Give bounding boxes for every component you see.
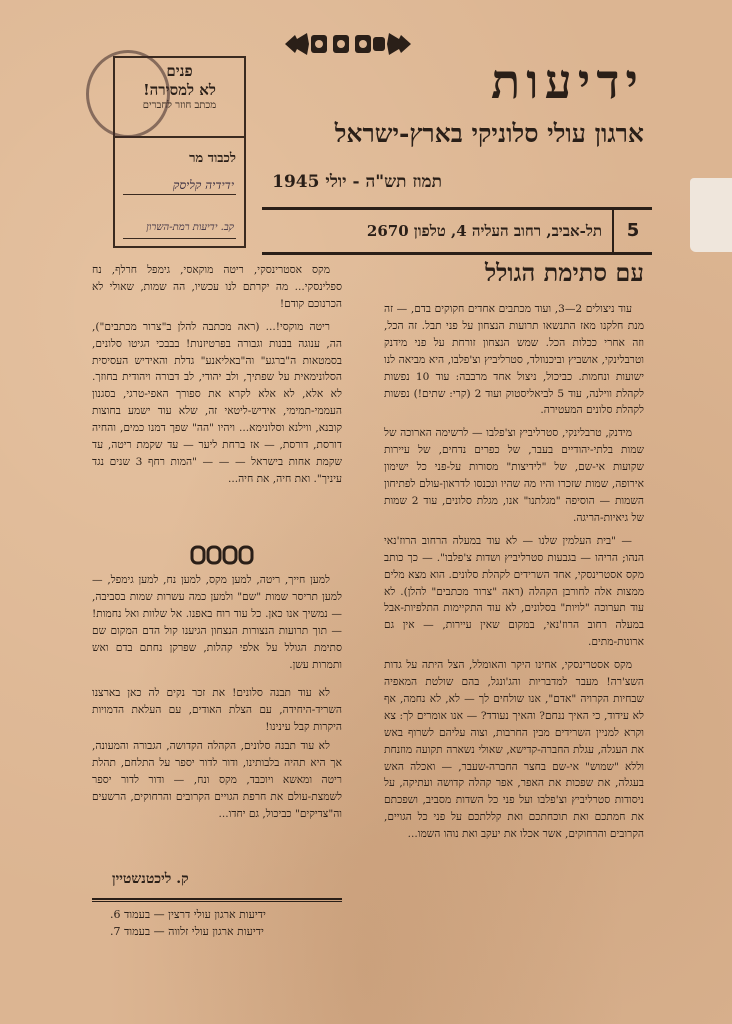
issue-number: 5 bbox=[612, 210, 652, 252]
recipient-name: ידידיה קליסק bbox=[172, 178, 234, 192]
article-headline: עם סתימת הגולל bbox=[484, 258, 644, 287]
paragraph: לא עוד תבנה סלונים, הקהלה הקדושה, הגבורה והמעונה, אך היא תהיה בלבותינו, ודור לדור יספר על התלחם, תהלת ריטה ומאשא ויוכבד, מקס ונח, — ודור לדור יספר לשמצת-עולם את חרפת הגויים הקרובים והרחוקים, הרשעים וה"צדיקים" כביכול, גם יחדו... bbox=[92, 740, 342, 820]
paragraph: עוד ניצולים 2—3, ועוד מכתבים אחדים חקוקים בדם, — זה מנת חלקנו מאז התנשאו תרועות הנצחון על פני תבל. זה הכל, וזה אחרי ככלות הכל. שמש הנצחון זורחת על פני מידנק וטרבלינקי, אושביץ וביכנוולד, סטרליביץ וצ'פלבו, היא מביאה לנו ישועות ונחמות. כביכול, ניצול אחד מרבבה: עוד 10 נפשות לקהלת ווילנה, עוד 5 לביאליסטוק ועוד 2 (קרי: שתים!) נפשות לקהלת סלונים המעטירה. bbox=[384, 303, 644, 417]
paper-tear bbox=[690, 178, 732, 252]
footer-note-1: ידיעות ארגון עולי דרצין — בעמוד 6. bbox=[110, 908, 266, 921]
footer-rule bbox=[92, 898, 342, 900]
postmark-stamp bbox=[86, 50, 170, 138]
not-for-delivery-label: לא למסירה! bbox=[143, 81, 216, 99]
recipient-line bbox=[123, 194, 236, 195]
paragraph: לא עוד תבנה סלונים! את זכר נקים לה כאן בארצנו השריד-היחידה, עם הצלת האודים, עם העלאת הדמויות היקרות קבל עינינו! bbox=[92, 687, 342, 733]
recipient-address-line bbox=[123, 238, 236, 239]
internal-label: פנים bbox=[166, 62, 193, 80]
paragraph: מקס אסטרינסקי, אחינו היקר והאומלל, הצל היתה על גדות השצ'רה! מעבר למדבריות והג'ונגל, בהם שולטת המאפיה שבחיות הקרויה "אדם", אנו שולחים לך — לא, לא נחמה, אף לא עידוד, כי האיך ננחם? והאיך נעודד? — אנו אומרים לך: צא וקרא למניין השרידים מבין החרבות, וצוה עליהם לשרוף באש את העגלה, עגלת החברה-קדישא, שאולי נשארה תקועה מוזנחת וללא "שמוש" אי-שם בחצר החברה-שעבר, — ואכלה האש בעגלה, את שפכות את האפר, אפר קהלה קדושה ועתיקה, על ניסודות סטרליביץ וצ'פלבו ועל פני כל השדות מסביב, ושפכתם את חמתכם ואת תוכחתכם ואת קללתכם על פני כל הגויים, הקרובים והרחוקים, אשר אכלו את יעקב ואת נוהו השמו... bbox=[384, 659, 644, 841]
article-left-column-3 bbox=[92, 685, 342, 742]
footer-note-2: ידיעות ארגון עולי זלווה — בעמוד 7. bbox=[110, 925, 264, 938]
issue-bar bbox=[262, 207, 652, 255]
publisher-address: תל-אביב, רחוב העליה 4, טלפון 2670 bbox=[366, 222, 602, 240]
article-left-column bbox=[92, 262, 342, 494]
issue-date: תמוז תש"ה - יולי 1945 bbox=[272, 172, 442, 192]
article-author: ק. ליכטנשטיין bbox=[112, 871, 189, 887]
paragraph: מקס אסטרינסקי, ריטה מוקאסי, גימפל חרלף, נח ספלינסקי... מה יקרתם לנו עכשיו, הה שמות, שאולי לא הכרנוכם קודם! bbox=[92, 264, 342, 310]
organization-name: ארגון עולי סלוניקי בארץ-ישראל bbox=[334, 119, 644, 148]
paragraph: ריטה מוקסי!... (ראה מכתבה להלן ב"צרור מכתבים"), הה, ענוגה בבנות וגבורה בפרטיזנות! בבבכי הגיטו סלונים, בסמטאות ה"ברגע" וה"באליאנע" גדלת והאידיש העסיסית הסלונימאית על שפתיך, ולב יהודי, לב דבורה ויהודית בחוזך. לא אלא, לא אלא לקרא את ספורך האפי-טרגי, בסגנון העממי-תמימי, אידיש-ליטאי זה, שלא עוד ישמע בחוצות קובנא, ווילנא וסלונימא... ויהיו "הה" שפך דמנו כמים, והחיה דורסת, דורסת, — אז ברחת ליער — עד שקמת ריטה, עד שקמת אחות בישראל — — — "המות רחף 3 שנים נגד עיניך". ואת חיה, את חיה... bbox=[92, 320, 342, 485]
article-left-column-2 bbox=[92, 572, 342, 679]
footer-rule-thin bbox=[92, 901, 342, 902]
recipient-address: קב. ידיעות רמת-השרון bbox=[146, 222, 234, 233]
article-left-column-4 bbox=[92, 738, 342, 829]
paragraph: מידנק, טרבלינקי, סטרליביץ וצ'פלבו — לרשימה הארוכה של שמות בלתי-יהודיים בעבר, של כפרים נדחים, של עיירות שקועות אי-שם, של "לידיצות" מסורות על-פני כל ישימון אירופה, שמות שזכרו והיו מה שהיו ונכנסו לדראון-עולם לפתיחון השמות — הוסיפה "מגלתנו" אנו, מגלת סלונים, עוד 2 שמות של גיאיות-הריגה. bbox=[384, 427, 644, 524]
masthead-title: ידיעות bbox=[491, 54, 644, 110]
paragraph: למען חייך, ריטה, למען מקס, למען נח, למען גימפל, — למען תריסר שמות "שם" ולמען כמה עשרות שמות בסביבה, — נמשיך אנו כאן. כל עוד רוח באפנו. אל שלוות ואל נחמות! — תוך תרועות הנצורות הנצחון הגיענו קול הדם המקום שם סתימת הגולל על אלפי קהלות, שפרקן נחתם בדם ואש ותמרות עשן. bbox=[92, 574, 342, 671]
recipient-honorific: לכבוד מר bbox=[189, 151, 236, 166]
paragraph: — "בית העלמין שלנו — לא עוד במעלה הרחוב הרוז'נאי הנהו; הריהו — בגבעות סטרליביץ ושדות צ'פלבו". — כך כותב מקס אסטרינסקי, אחד השרידים לקהלת סלונים. הוא מצא מלים ממצות אלה לחורבן הקהלה (ראה "צרור מכתבים" להלן). לא עוד תערוכה "לויות" בסלונים, לא עוד התקיימות התלפיות-אבל במעלה רחוב הרוז'נאי, במקום שאין עיירות, — אין גם ארונות-מתים. bbox=[384, 534, 644, 649]
section-divider-ornament bbox=[188, 542, 258, 568]
header-ornament bbox=[283, 27, 413, 61]
article-right-column bbox=[384, 301, 644, 849]
circular-label: מכתב חוזר לחברים bbox=[142, 100, 217, 111]
